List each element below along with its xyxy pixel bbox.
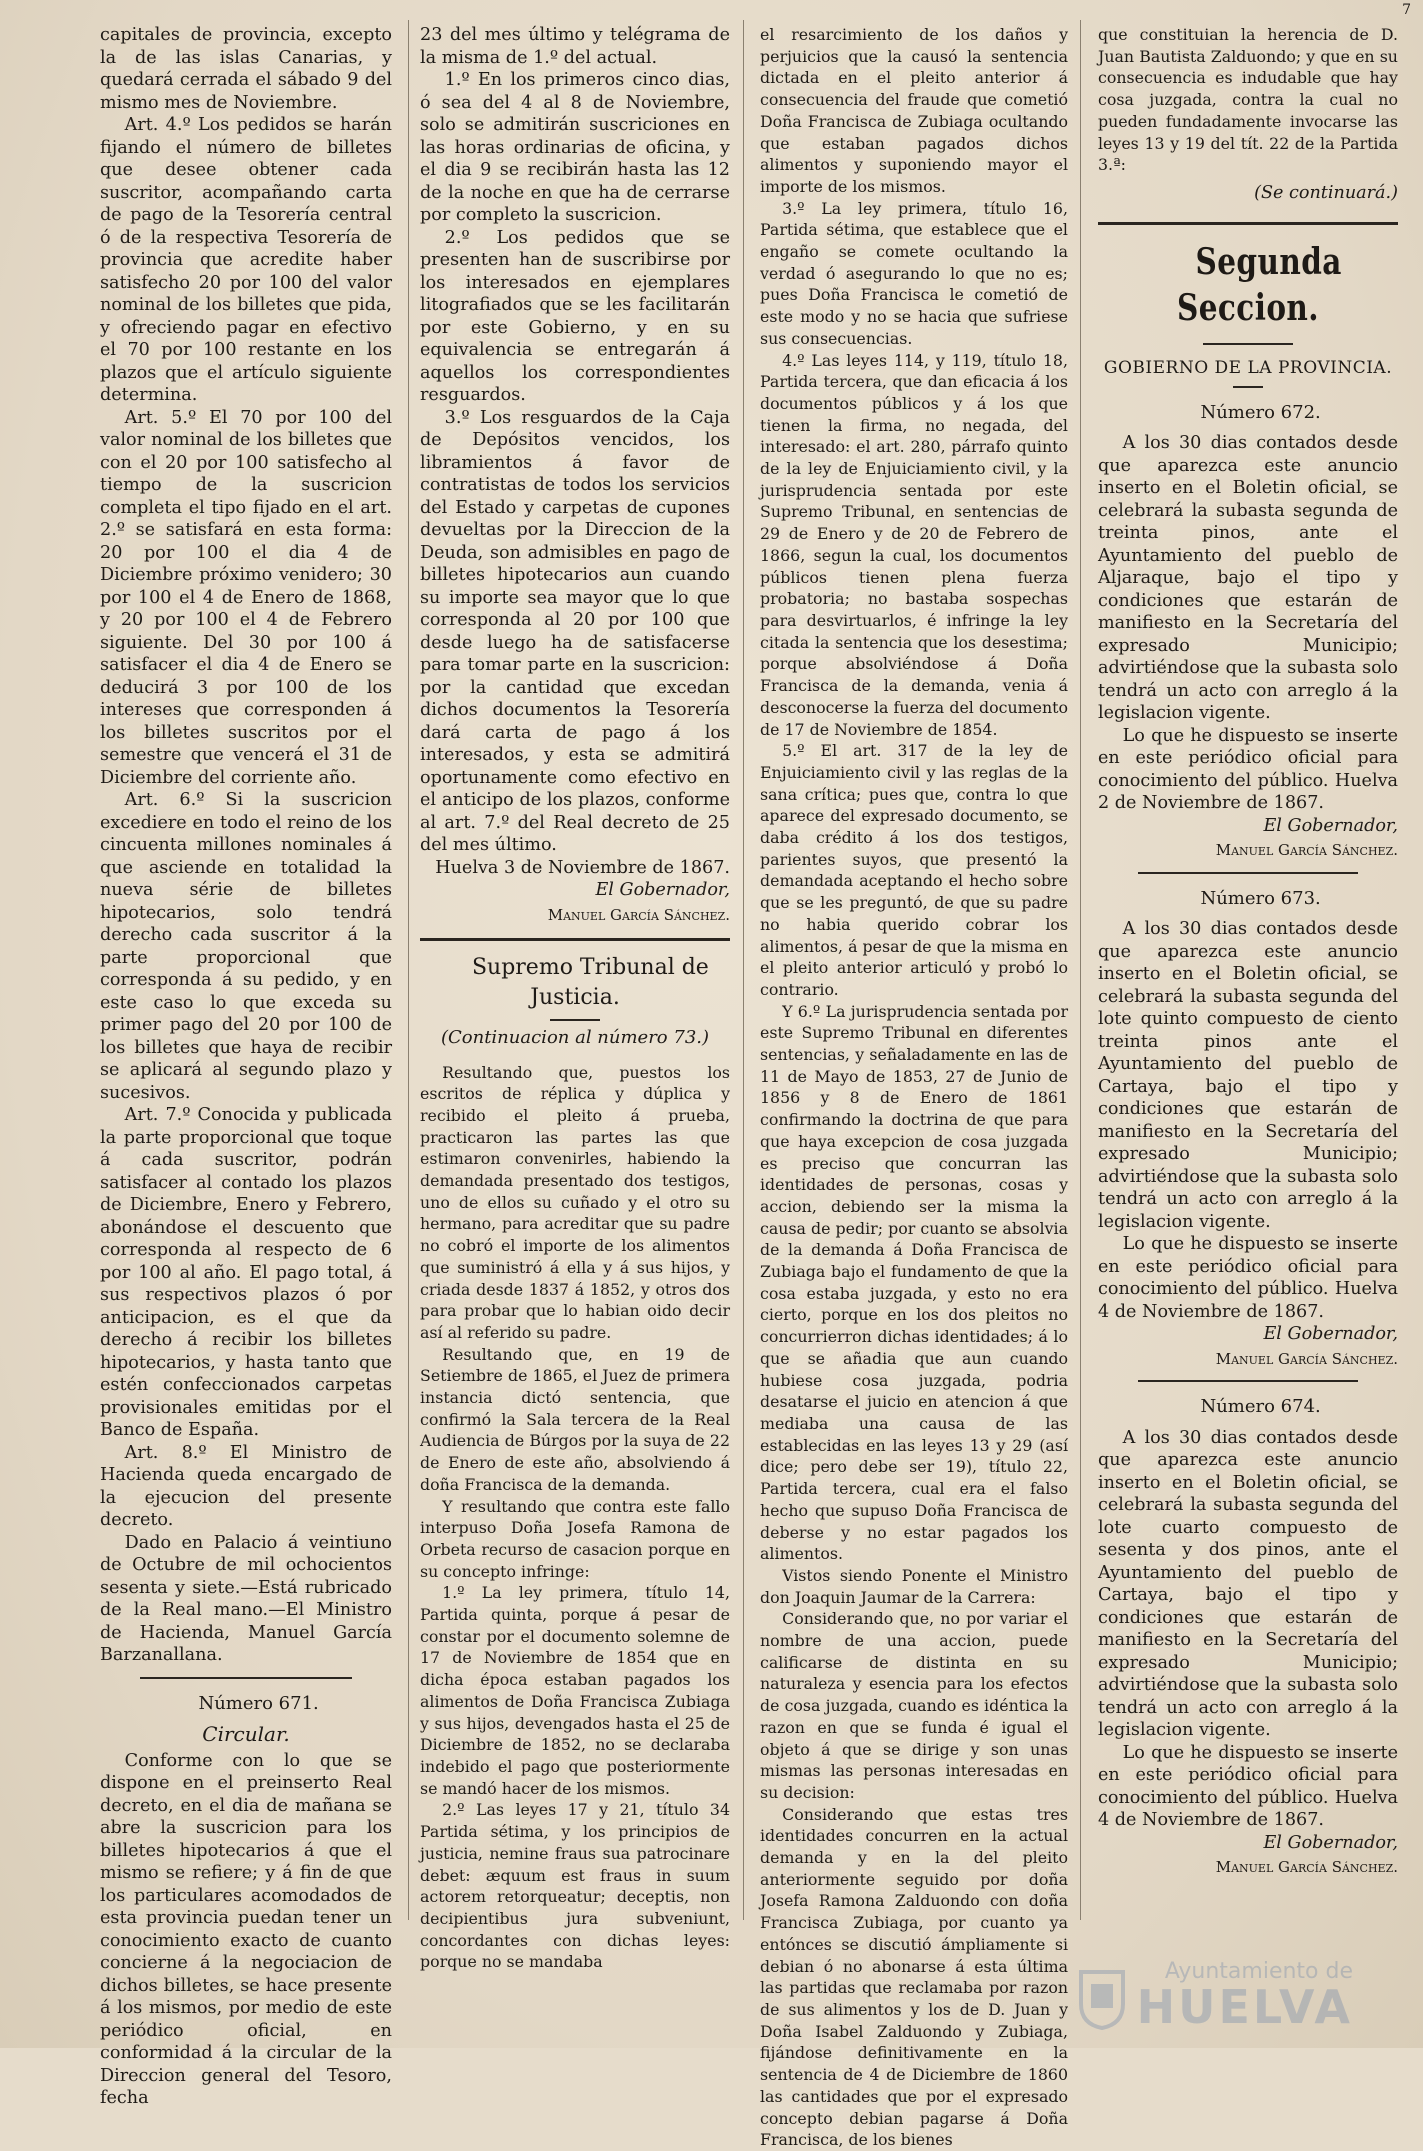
signature-title: El Gobernador, bbox=[595, 880, 730, 900]
crest-icon bbox=[1077, 1968, 1127, 2030]
signature-name: Manuel García Sánchez. bbox=[1215, 1349, 1398, 1368]
signature-title: El Gobernador, bbox=[1263, 815, 1398, 836]
paragraph: Art. 4.º Los pedidos se harán fijando el número de billetes que desee obtener cada suscritor, acompañando carta de pago de la Tesorería central ó de la respectiva Tesorería de provincia que acredite haber satisfecho 20 por 100 del valor nominal de los billetes que pida, y ofreciendo pagar en efectivo el 70 por 100 restante en los plazos que el artículo siguiente determina. bbox=[100, 115, 392, 405]
column-3 bbox=[760, 24, 1068, 2151]
paragraph: 2.º Los pedidos que se presenten han de suscribirse por los interesados en ejemplares litografiados que se les facilitarán por este Gobierno, y en su equivalencia se entregarán á aquellos los correspondientes resguardos. bbox=[420, 227, 730, 405]
continuation-note: (Continuacion al número 73.) bbox=[440, 1027, 710, 1048]
divider bbox=[1098, 222, 1398, 225]
column-divider bbox=[743, 20, 744, 1920]
divider bbox=[1138, 872, 1358, 874]
paragraph: capitales de provincia, excepto la de las islas Canarias, y quedará cerrada el sábado 9 del mismo mes de Noviembre. bbox=[100, 25, 392, 113]
paragraph: Considerando que estas tres identidades concurren en la actual demanda y en la del pleito anteriormente seguido por doña Josefa Ramona Zalduondo con doña Francisca Zubiaga, por cuanto ya entónces se discutió ámpliamente si debian ó no abonarse á esta última las partidas que reclamaba por razon de sus alimentos y los de D. Juan y Doña Isabel Zalduondo y Zubiaga, fijándose definitivamente en la sentencia de 4 de Diciembre de 1860 las cantidades que por el expresado concepto debian pagarse á Doña Francisca, de los bienes bbox=[760, 1804, 1068, 2150]
paragraph: 23 del mes último y telégrama de la misma de 1.º del actual. bbox=[420, 25, 730, 68]
paragraph: Y resultando que contra este fallo interpuso Doña Josefa Ramona de Orbeta recurso de casacion porque en su concepto infringe: bbox=[420, 1496, 730, 1581]
paragraph: Dado en Palacio á veintiuno de Octubre de mil ochocientos sesenta y siete.—Está rubricado de la Real mano.—El Ministro de Hacienda, Manuel García Barzanallana. bbox=[100, 1532, 392, 1665]
divider bbox=[420, 938, 730, 941]
paragraph: Lo que he dispuesto se inserte en este periódico oficial para conocimiento del público. Huelva 4 de Noviembre de 1867. bbox=[1098, 1742, 1398, 1831]
dash-ornament bbox=[1233, 386, 1263, 388]
paragraph: 5.º El art. 317 de la ley de Enjuiciamiento civil y las reglas de la sana crítica; pues que, contra lo que aparece del expresado documento, se daba crédito á los dos testigos, parientes suyos, que presentó la demandada aceptando el hecho sobre que se les preguntó, de que su padre no habia querido cobrar los alimentos, á pesar de que la misma en el pleito anterior articuló y probó lo contrario. bbox=[760, 741, 1068, 999]
divider bbox=[1138, 1380, 1358, 1382]
column-1 bbox=[100, 24, 392, 2110]
divider bbox=[140, 1677, 352, 1679]
paragraph: Resultando que, en 19 de Setiembre de 1865, el Juez de primera instancia dictó sentencia, que confirmó la Sala tercera de la Real Audiencia de Búrgos por la suya de 22 de Enero de este año, absolviendo á doña Francisca de la demanda. bbox=[420, 1344, 730, 1494]
paragraph: 1.º La ley primera, título 14, Partida quinta, porque á pesar de constar por el documento solemne de 17 de Noviembre de 1854 que en dicha época estaban pagados los alimentos de Doña Francisca Zubiaga y sus hijos, devengados hasta el 25 de Diciembre de 1852, no se declaraba indebido el pago que posteriormente se mandó hacer de los mismos. bbox=[420, 1583, 730, 1798]
column-2 bbox=[420, 24, 730, 1973]
paragraph: Conforme con lo que se dispone en el preinserto Real decreto, en el dia de mañana se abre la suscricion para los billetes hipotecarios á que el mismo se refiere; y á fin de que los particulares acomodados de esta provincia puedan tener un conocimiento exacto de cuanto concierne á la negociacion de dichos billetes, se hace presente á los mismos, por medio de este periódico oficial, en conformidad á la circular de la Direccion general del Tesoro, fecha bbox=[100, 1750, 392, 2108]
gobierno-heading: GOBIERNO DE LA PROVINCIA. bbox=[1103, 358, 1393, 379]
signature-title: El Gobernador, bbox=[1263, 1832, 1398, 1853]
signature-name: Manuel García Sánchez. bbox=[1215, 841, 1398, 860]
watermark-line1: Ayuntamiento de bbox=[1164, 1959, 1353, 1984]
paragraph: Resultando que, puestos los escritos de réplica y dúplica y recibido el pleito á prueba, practicaron las partes las que estimaron convenirles, habiendo la demandada presentado dos testigos, uno de ellos su cuñado y el otro su hermano, para acreditar que su padre no cobró el importe de los alimentos que suministró á ella y á sus hijos, y criada desde 1837 á 1852, y otros dos para probar que lo habian oido decir así al referido su padre. bbox=[420, 1062, 730, 1342]
continuation-note: (Se continuará.) bbox=[1254, 182, 1398, 203]
paragraph: 3.º Los resguardos de la Caja de Depósitos vencidos, los libramientos á favor de contratistas de todos los servicios del Estado y carpetas de cupones devueltas por la Direccion de la Deuda, son admisibles en pago de billetes hipotecarios aun cuando su importe sea mayor que lo que corresponda al 20 por 100 que desde luego ha de satisfacerse para tomar parte en la suscricion: por la cantidad que excedan dichos documentos la Tesorería dará carta de pago á los interesados, y esta se admitirá oportunamente como efectivo en el anticipo de los plazos, conforme al art. 7.º del Real decreto de 25 del mes último. bbox=[420, 407, 730, 855]
page-mark: 7 bbox=[1402, 2, 1411, 18]
paragraph: A los 30 dias contados desde que aparezca este anuncio inserto en el Boletin oficial, se celebrará la subasta segunda del lote cuarto compuesto de sesenta y dos pinos, ante el Ayuntamiento del pueblo de Cartaya, bajo el tipo y condiciones que estarán de manifiesto en la Secretaría del expresado Municipio; advirtiéndose que la subasta solo tendrá un acto con arreglo á la legislacion vigente. bbox=[1098, 1427, 1398, 1741]
notice-674 bbox=[1098, 1396, 1398, 1879]
paragraph: 3.º La ley primera, título 16, Partida sétima, que establece que el engaño se comete ocultando la verdad ó asegurando lo que no es; pues Doña Francisca le cometió de este modo y no se hacia que sufriese sus consecuencias. bbox=[760, 198, 1068, 348]
paragraph: el resarcimiento de los daños y perjuicios que la causó la sentencia dictada en el pleito anterior á consecuencia del fraude que cometió Doña Francisca de Zubiaga ocultando que estaban pagados dichos alimentos y suponiendo mayor el importe de los mismos. bbox=[760, 25, 1068, 196]
paragraph: Art. 8.º El Ministro de Hacienda queda encargado de la ejecucion del presente decreto. bbox=[100, 1442, 392, 1530]
signature-name: Manuel García Sánchez. bbox=[1215, 1858, 1398, 1877]
paragraph: Y 6.º La jurisprudencia sentada por este Supremo Tribunal en diferentes sentencias, y señaladamente en las de 11 de Mayo de 1853, 27 de Junio de 1856 y 8 de Enero de 1861 confirmando la doctrina de que para que haya excepcion de cosa juzgada es preciso que concurran las identidades de personas, cosas y accion, debiendo ser la misma la causa de pedir; por cuanto se absolvia de la demanda á Doña Francisca de Zubiaga bajo el fundamento de que la cosa estaba juzgada, y esto no era cierto, porque en los dos pleitos no concurrierron dichas identidades; á lo que se añadia que aun cuando hubiese cosa juzgada, podria desatarse el juicio en atencion á que mediaba una causa de las establecidas en las leyes 13 y 29 (así dice; pero debe ser 19), título 22, Partida tercera, cual era el falso hecho que supuso Doña Francisca de deberse y no estar pagados los alimentos. bbox=[760, 1001, 1068, 1564]
paragraph: Vistos siendo Ponente el Ministro don Joaquin Jaumar de la Carrera: bbox=[760, 1565, 1068, 1607]
paragraph: Considerando que, no por variar el nombre de una accion, puede calificarse de distinta en su naturaleza y esencia para los efectos de cosa juzgada, cuando es idéntica la razon en que se funda é igual el objeto á que se dirige y son unas mismas las personas interesadas en su decision: bbox=[760, 1609, 1068, 1802]
paragraph: 1.º En los primeros cinco dias, ó sea del 4 al 8 de Noviembre, solo se admitirán suscriciones en las horas ordinarias de oficina, y el dia 9 se recibirán hasta las 12 de la noche en que ha de cerrarse por completo la suscricion. bbox=[420, 70, 730, 225]
paragraph: Art. 5.º El 70 por 100 del valor nominal de los billetes que con el 20 por 100 satisfecho al tiempo de la suscricion completa el tipo fijado en el art. 2.º se satisfará en esta forma: 20 por 100 el dia 4 de Diciembre próximo venidero; 30 por 100 el 4 de Enero de 1868, y 20 por 100 el 4 de Febrero siguiente. Del 30 por 100 á satisfacer el dia 4 de Enero se deducirá 3 por 100 de los intereses que corresponden á los billetes suscritos por el semestre que vencerá el 31 de Diciembre del corriente año. bbox=[100, 407, 392, 788]
column-divider bbox=[1080, 20, 1081, 1920]
watermark bbox=[1077, 1959, 1353, 2034]
paragraph: 4.º Las leyes 114, y 119, título 18, Partida tercera, que dan eficacia á los documentos públicos y á los que tienen la firma, no negada, del interesado: el art. 280, párrafo quinto de la ley de Enjuiciamiento civil, y la jurisprudencia sentada por este Supremo Tribunal, en sentencias de 29 de Enero y de 20 de Febrero de 1866, segun la cual, los documentos públicos tienen plena fuerza probatoria; no bastaba sospechas para desvirtuarlos, é infringe la ley citada la sentencia que los desestima; porque absolviéndose á Doña Francisca de la demanda, venia á desconocerse la fuerza del documento de 17 de Noviembre de 1854. bbox=[760, 350, 1068, 739]
paragraph: A los 30 dias contados desde que aparezca este anuncio inserto en el Boletin oficial, se celebrará la subasta segunda del lote quinto compuesto de ciento treinta pinos ante el Ayuntamiento del pueblo de Cartaya, bajo el tipo y condiciones que estarán de manifiesto en la Secretaría del expresado Municipio; advirtiéndose que la subasta solo tendrá un acto con arreglo á la legislacion vigente. bbox=[1098, 919, 1398, 1232]
column-4 bbox=[1098, 24, 1398, 1879]
column-divider bbox=[408, 20, 409, 1920]
paragraph: Art. 6.º Si la suscricion excediere en todo el reino de los cincuenta millones nominales á que asciende en totalidad la nueva série de billetes hipotecarios, solo tendrá derecho cada suscritor á la parte proporcional que corresponda á su pedido, y en este caso lo que exceda su primer pago del 20 por 100 de los billetes que haya de recibir se aplicará al segundo plazo y sucesivos. bbox=[100, 790, 392, 1103]
dash-ornament bbox=[550, 1019, 600, 1021]
paragraph: 2.º Las leyes 17 y 21, título 34 Partida sétima, y los principios de justicia, nemine fraus sua patrocinare debet: æquum est fraus in suum actorem retorqueatur; deceptis, non decipientibus jura subveniunt, concordantes con dichas leyes: porque no se mandaba bbox=[420, 1800, 730, 1972]
paragraph: Art. 7.º Conocida y publicada la parte proporcional que toque á cada suscritor, podrán satisfacer al contado los plazos de Diciembre, Enero y Febrero, abonándose el descuento que corresponda al respecto de 6 por 100 al año. El pago total, á sus respectivos plazos ó por anticipacion, es el que da derecho á recibir los billetes hipotecarios, y hasta tanto que estén confeccionados carpetas provisionales emitidas por el Banco de España. bbox=[100, 1105, 392, 1440]
watermark-line2: HUELVA bbox=[1136, 1980, 1353, 2034]
circular-heading: Circular. bbox=[202, 1722, 290, 1746]
paragraph: Lo que he dispuesto se inserte en este periódico oficial para conocimiento del público. Huelva 4 de Noviembre de 1867. bbox=[1098, 1234, 1398, 1322]
notice-673 bbox=[1098, 888, 1398, 1371]
tribunal-heading: Supremo Tribunal de Justicia. bbox=[471, 955, 709, 1010]
paragraph: A los 30 dias contados desde que aparezca este anuncio inserto en el Boletin oficial, se celebrará la subasta segunda de treinta pinos, ante el Ayuntamiento del pueblo de Aljaraque, bajo el tipo y condiciones que estarán de manifiesto en la Secretaría del expresado Municipio; advirtiéndose que la subasta solo tendrá un acto con arreglo á la legislacion vigente. bbox=[1098, 433, 1398, 724]
dash-ornament bbox=[1203, 343, 1293, 345]
signature-title: El Gobernador, bbox=[1263, 1324, 1398, 1345]
section-title: Segunda Seccion. bbox=[1177, 241, 1342, 330]
notice-number: Número 672. bbox=[1200, 401, 1321, 423]
signature-name: Manuel García Sánchez. bbox=[547, 905, 730, 924]
paragraph: que constituian la herencia de D. Juan Bautista Zalduondo; y que en su consecuencia es indudable que hay cosa juzgada, contra la cual no pueden fundadamente invocarse las leyes 13 y 19 del tít. 22 de la Partida 3.ª: bbox=[1098, 25, 1398, 175]
paragraph: Lo que he dispuesto se inserte en este periódico oficial para conocimiento del público. Huelva 2 de Noviembre de 1867. bbox=[1098, 725, 1398, 814]
signature-date: Huelva 3 de Noviembre de 1867. bbox=[435, 857, 730, 878]
tribunal-text bbox=[420, 1062, 730, 1974]
notice-number: Número 671. bbox=[198, 1692, 319, 1714]
notice-number: Número 673. bbox=[1200, 887, 1321, 909]
notice-672 bbox=[1098, 402, 1398, 862]
notice-number: Número 674. bbox=[1200, 1396, 1321, 1418]
